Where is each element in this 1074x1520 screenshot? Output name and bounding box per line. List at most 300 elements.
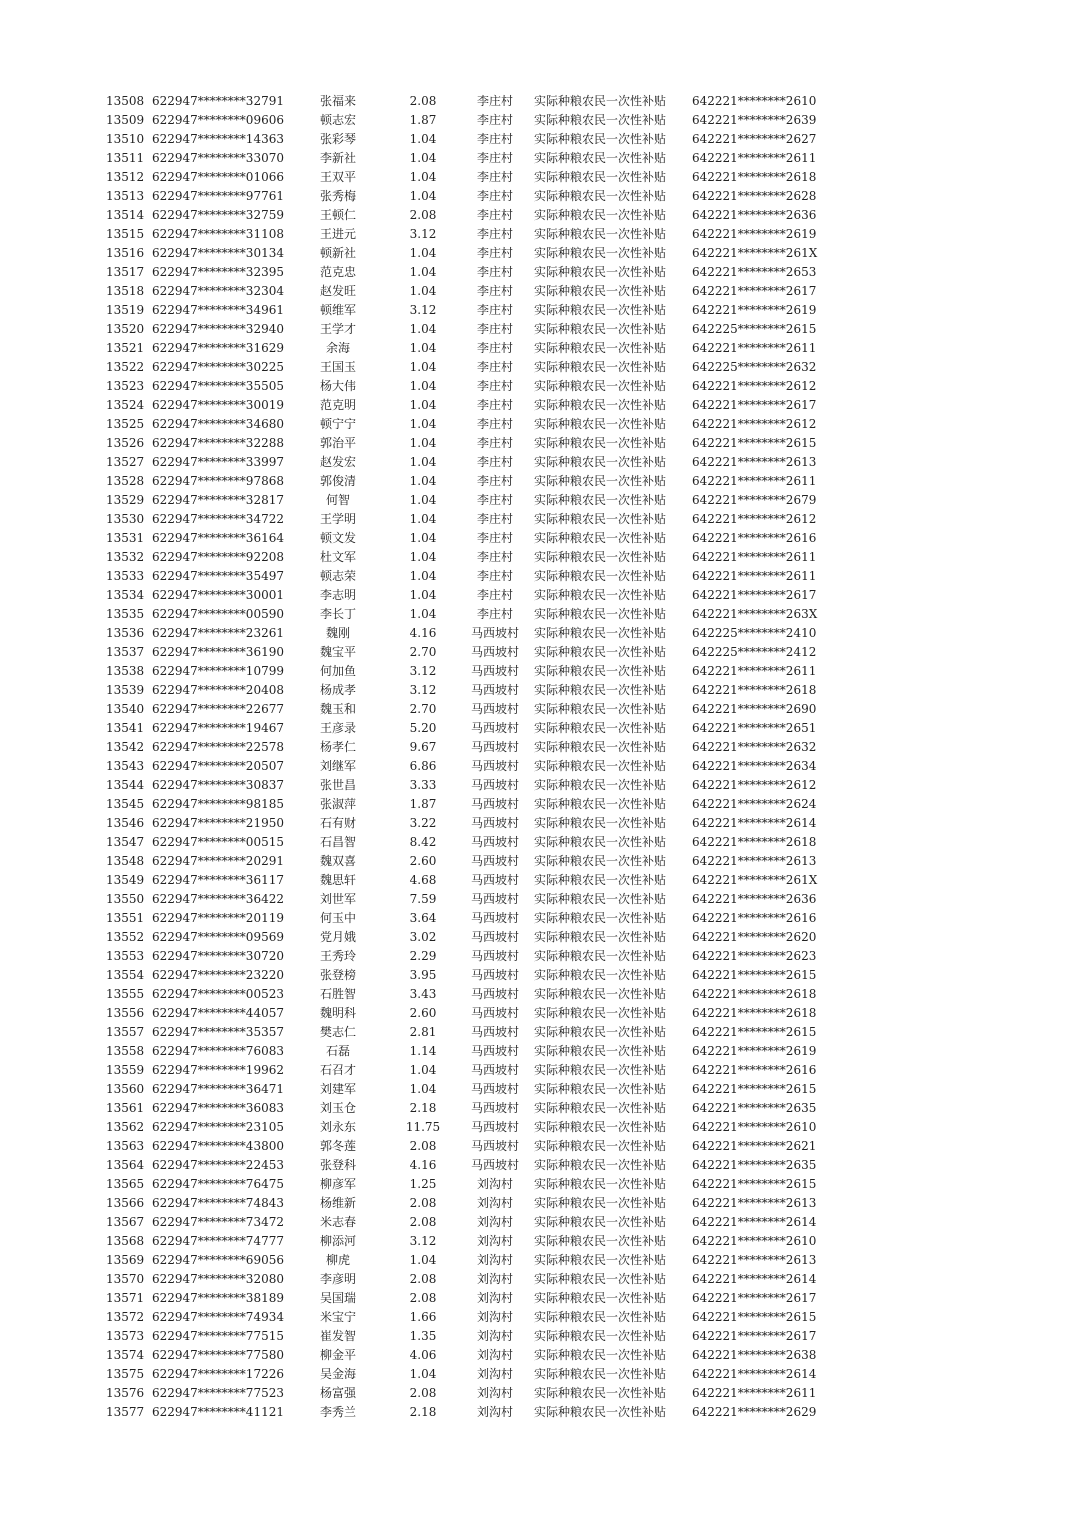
id-number: 642221********2624 bbox=[692, 797, 817, 811]
village-name: 刘沟村 bbox=[476, 1329, 513, 1343]
table-row bbox=[100, 947, 840, 966]
id-number: 642225********2410 bbox=[692, 626, 817, 640]
subsidy-amount: 2.18 bbox=[409, 1405, 437, 1419]
village-name: 李庄村 bbox=[476, 569, 513, 583]
subsidy-type: 实际种粮农民一次性补贴 bbox=[534, 227, 667, 241]
subsidy-amount: 1.14 bbox=[409, 1044, 437, 1058]
table-row bbox=[100, 586, 840, 605]
row-number: 13561 bbox=[106, 1101, 145, 1115]
row-number: 13516 bbox=[106, 246, 145, 260]
account-number: 622947********32304 bbox=[152, 284, 284, 298]
id-number: 642221********2618 bbox=[692, 987, 817, 1001]
row-number: 13566 bbox=[106, 1196, 145, 1210]
table-row bbox=[100, 1251, 840, 1270]
subsidy-amount: 5.20 bbox=[409, 721, 437, 735]
account-number: 622947********22453 bbox=[152, 1158, 284, 1172]
subsidy-amount: 1.04 bbox=[409, 379, 437, 393]
account-number: 622947********74934 bbox=[152, 1310, 284, 1324]
village-name: 刘沟村 bbox=[476, 1367, 513, 1381]
table-row bbox=[100, 320, 840, 339]
table-row bbox=[100, 1099, 840, 1118]
row-number: 13558 bbox=[106, 1044, 145, 1058]
subsidy-type: 实际种粮农民一次性补贴 bbox=[534, 569, 667, 583]
account-number: 622947********31108 bbox=[152, 227, 284, 241]
village-name: 马西坡村 bbox=[470, 1006, 519, 1020]
id-number: 642221********2617 bbox=[692, 588, 817, 602]
account-number: 622947********69056 bbox=[152, 1253, 284, 1267]
table-row bbox=[100, 472, 840, 491]
subsidy-amount: 1.04 bbox=[409, 151, 437, 165]
farmer-name: 赵发旺 bbox=[319, 284, 356, 298]
row-number: 13510 bbox=[106, 132, 145, 146]
village-name: 刘沟村 bbox=[476, 1310, 513, 1324]
table-row bbox=[100, 643, 840, 662]
row-number: 13549 bbox=[106, 873, 145, 887]
subsidy-amount: 2.08 bbox=[409, 1291, 437, 1305]
account-number: 622947********36164 bbox=[152, 531, 284, 545]
subsidy-amount: 1.04 bbox=[409, 398, 437, 412]
subsidy-amount: 1.04 bbox=[409, 341, 437, 355]
id-number: 642221********261X bbox=[692, 246, 818, 260]
village-name: 马西坡村 bbox=[470, 968, 519, 982]
id-number: 642225********2412 bbox=[692, 645, 817, 659]
farmer-name: 魏宝平 bbox=[319, 645, 356, 659]
village-name: 李庄村 bbox=[476, 417, 513, 431]
village-name: 刘沟村 bbox=[476, 1405, 513, 1419]
row-number: 13547 bbox=[106, 835, 145, 849]
row-number: 13565 bbox=[106, 1177, 145, 1191]
village-name: 刘沟村 bbox=[476, 1215, 513, 1229]
id-number: 642221********2611 bbox=[692, 550, 817, 564]
subsidy-type: 实际种粮农民一次性补贴 bbox=[534, 493, 667, 507]
account-number: 622947********23261 bbox=[152, 626, 284, 640]
farmer-name: 刘玉仓 bbox=[319, 1101, 356, 1115]
subsidy-type: 实际种粮农民一次性补贴 bbox=[534, 892, 667, 906]
account-number: 622947********35357 bbox=[152, 1025, 284, 1039]
village-name: 马西坡村 bbox=[470, 1120, 519, 1134]
id-number: 642221********2614 bbox=[692, 816, 817, 830]
account-number: 622947********20507 bbox=[152, 759, 284, 773]
village-name: 马西坡村 bbox=[470, 911, 519, 925]
id-number: 642221********2617 bbox=[692, 1329, 817, 1343]
id-number: 642221********2612 bbox=[692, 778, 817, 792]
table-row bbox=[100, 244, 840, 263]
table-row bbox=[100, 871, 840, 890]
account-number: 622947********33070 bbox=[152, 151, 284, 165]
row-number: 13568 bbox=[106, 1234, 145, 1248]
row-number: 13513 bbox=[106, 189, 145, 203]
farmer-name: 柳添河 bbox=[319, 1234, 356, 1248]
table-row bbox=[100, 187, 840, 206]
subsidy-amount: 8.42 bbox=[409, 835, 437, 849]
farmer-name: 王进元 bbox=[319, 227, 356, 241]
subsidy-amount: 2.08 bbox=[409, 1196, 437, 1210]
village-name: 马西坡村 bbox=[470, 1063, 519, 1077]
subsidy-type: 实际种粮农民一次性补贴 bbox=[534, 113, 667, 127]
farmer-name: 李长丁 bbox=[319, 607, 356, 621]
id-number: 642221********263X bbox=[692, 607, 818, 621]
account-number: 622947********35505 bbox=[152, 379, 284, 393]
id-number: 642221********2613 bbox=[692, 1196, 817, 1210]
id-number: 642221********2653 bbox=[692, 265, 817, 279]
village-name: 李庄村 bbox=[476, 246, 513, 260]
subsidy-amount: 1.04 bbox=[409, 550, 437, 564]
table-row bbox=[100, 92, 840, 111]
farmer-name: 顿新社 bbox=[319, 246, 356, 260]
village-name: 马西坡村 bbox=[470, 778, 519, 792]
farmer-name: 杨富强 bbox=[319, 1386, 356, 1400]
subsidy-type: 实际种粮农民一次性补贴 bbox=[534, 1044, 667, 1058]
farmer-name: 柳彦军 bbox=[319, 1177, 356, 1191]
village-name: 马西坡村 bbox=[470, 702, 519, 716]
farmer-name: 顿宁宁 bbox=[319, 417, 356, 431]
id-number: 642221********2612 bbox=[692, 512, 817, 526]
farmer-name: 顿维军 bbox=[319, 303, 356, 317]
row-number: 13572 bbox=[106, 1310, 145, 1324]
row-number: 13527 bbox=[106, 455, 145, 469]
row-number: 13574 bbox=[106, 1348, 145, 1362]
subsidy-amount: 2.70 bbox=[409, 645, 437, 659]
village-name: 李庄村 bbox=[476, 151, 513, 165]
subsidy-amount: 2.08 bbox=[409, 208, 437, 222]
farmer-name: 石胜智 bbox=[319, 987, 356, 1001]
subsidy-amount: 1.35 bbox=[409, 1329, 437, 1343]
subsidy-amount: 3.12 bbox=[409, 664, 437, 678]
account-number: 622947********00523 bbox=[152, 987, 284, 1001]
village-name: 李庄村 bbox=[476, 588, 513, 602]
farmer-name: 刘永东 bbox=[319, 1120, 356, 1134]
table-row bbox=[100, 928, 840, 947]
village-name: 李庄村 bbox=[476, 493, 513, 507]
farmer-name: 张登科 bbox=[319, 1158, 356, 1172]
farmer-name: 魏刚 bbox=[325, 626, 350, 640]
farmer-name: 王学明 bbox=[319, 512, 356, 526]
subsidy-type: 实际种粮农民一次性补贴 bbox=[534, 1367, 667, 1381]
account-number: 622947********20119 bbox=[152, 911, 284, 925]
farmer-name: 杨孝仁 bbox=[319, 740, 356, 754]
table-row bbox=[100, 1118, 840, 1137]
farmer-name: 王秀玲 bbox=[319, 949, 356, 963]
table-row bbox=[100, 966, 840, 985]
id-number: 642221********2651 bbox=[692, 721, 817, 735]
account-number: 622947********00590 bbox=[152, 607, 284, 621]
account-number: 622947********74777 bbox=[152, 1234, 284, 1248]
row-number: 13529 bbox=[106, 493, 145, 507]
subsidy-amount: 1.04 bbox=[409, 189, 437, 203]
table-row bbox=[100, 985, 840, 1004]
row-number: 13509 bbox=[106, 113, 145, 127]
subsidy-type: 实际种粮农民一次性补贴 bbox=[534, 607, 667, 621]
id-number: 642225********2632 bbox=[692, 360, 817, 374]
table-row bbox=[100, 225, 840, 244]
row-number: 13564 bbox=[106, 1158, 145, 1172]
account-number: 622947********30134 bbox=[152, 246, 284, 260]
id-number: 642221********2636 bbox=[692, 892, 817, 906]
row-number: 13567 bbox=[106, 1215, 145, 1229]
village-name: 刘沟村 bbox=[476, 1291, 513, 1305]
village-name: 李庄村 bbox=[476, 132, 513, 146]
subsidy-amount: 4.06 bbox=[409, 1348, 437, 1362]
subsidy-type: 实际种粮农民一次性补贴 bbox=[534, 873, 667, 887]
account-number: 622947********23105 bbox=[152, 1120, 284, 1134]
farmer-name: 张登榜 bbox=[319, 968, 356, 982]
farmer-name: 张淑萍 bbox=[319, 797, 356, 811]
village-name: 李庄村 bbox=[476, 474, 513, 488]
village-name: 马西坡村 bbox=[470, 797, 519, 811]
subsidy-type: 实际种粮农民一次性补贴 bbox=[534, 398, 667, 412]
row-number: 13573 bbox=[106, 1329, 145, 1343]
row-number: 13528 bbox=[106, 474, 145, 488]
subsidy-amount: 1.87 bbox=[409, 797, 437, 811]
id-number: 642221********2632 bbox=[692, 740, 817, 754]
subsidy-amount: 9.67 bbox=[409, 740, 437, 754]
table-row bbox=[100, 491, 840, 510]
row-number: 13556 bbox=[106, 1006, 145, 1020]
village-name: 李庄村 bbox=[476, 94, 513, 108]
subsidy-type: 实际种粮农民一次性补贴 bbox=[534, 1063, 667, 1077]
id-number: 642221********2619 bbox=[692, 1044, 817, 1058]
subsidy-amount: 1.25 bbox=[409, 1177, 437, 1191]
account-number: 622947********19467 bbox=[152, 721, 284, 735]
farmer-name: 张福来 bbox=[319, 94, 356, 108]
id-number: 642221********2638 bbox=[692, 1348, 817, 1362]
subsidy-amount: 1.04 bbox=[409, 531, 437, 545]
table-row bbox=[100, 795, 840, 814]
farmer-name: 李彦明 bbox=[319, 1272, 356, 1286]
subsidy-type: 实际种粮农民一次性补贴 bbox=[534, 341, 667, 355]
row-number: 13545 bbox=[106, 797, 145, 811]
subsidy-type: 实际种粮农民一次性补贴 bbox=[534, 968, 667, 982]
subsidy-type: 实际种粮农民一次性补贴 bbox=[534, 1139, 667, 1153]
subsidy-type: 实际种粮农民一次性补贴 bbox=[534, 512, 667, 526]
id-number: 642221********2614 bbox=[692, 1215, 817, 1229]
village-name: 李庄村 bbox=[476, 360, 513, 374]
subsidy-amount: 2.08 bbox=[409, 1386, 437, 1400]
subsidy-amount: 1.04 bbox=[409, 1253, 437, 1267]
subsidy-type: 实际种粮农民一次性补贴 bbox=[534, 1386, 667, 1400]
subsidy-amount: 1.04 bbox=[409, 417, 437, 431]
subsidy-type: 实际种粮农民一次性补贴 bbox=[534, 531, 667, 545]
subsidy-type: 实际种粮农民一次性补贴 bbox=[534, 987, 667, 1001]
subsidy-amount: 1.04 bbox=[409, 132, 437, 146]
row-number: 13521 bbox=[106, 341, 145, 355]
account-number: 622947********77515 bbox=[152, 1329, 284, 1343]
table-row bbox=[100, 529, 840, 548]
row-number: 13575 bbox=[106, 1367, 145, 1381]
id-number: 642221********2615 bbox=[692, 1177, 817, 1191]
village-name: 刘沟村 bbox=[476, 1272, 513, 1286]
farmer-name: 石昌智 bbox=[319, 835, 356, 849]
subsidy-type: 实际种粮农民一次性补贴 bbox=[534, 911, 667, 925]
farmer-name: 王双平 bbox=[319, 170, 356, 184]
id-number: 642221********2613 bbox=[692, 455, 817, 469]
row-number: 13554 bbox=[106, 968, 145, 982]
village-name: 马西坡村 bbox=[470, 645, 519, 659]
subsidy-amount: 1.04 bbox=[409, 512, 437, 526]
table-row bbox=[100, 814, 840, 833]
row-number: 13555 bbox=[106, 987, 145, 1001]
row-number: 13557 bbox=[106, 1025, 145, 1039]
subsidy-type: 实际种粮农民一次性补贴 bbox=[534, 1348, 667, 1362]
farmer-name: 魏明科 bbox=[319, 1006, 356, 1020]
farmer-name: 王国玉 bbox=[319, 360, 356, 374]
table-row bbox=[100, 377, 840, 396]
farmer-name: 杜文军 bbox=[319, 550, 356, 564]
id-number: 642221********2610 bbox=[692, 1234, 817, 1248]
subsidy-type: 实际种粮农民一次性补贴 bbox=[534, 1158, 667, 1172]
subsidy-amount: 1.04 bbox=[409, 1082, 437, 1096]
table-row bbox=[100, 263, 840, 282]
subsidy-amount: 3.22 bbox=[409, 816, 437, 830]
account-number: 622947********32395 bbox=[152, 265, 284, 279]
table-row bbox=[100, 1194, 840, 1213]
account-number: 622947********33997 bbox=[152, 455, 284, 469]
table-row bbox=[100, 1023, 840, 1042]
table-row bbox=[100, 339, 840, 358]
table-row bbox=[100, 415, 840, 434]
farmer-name: 魏双喜 bbox=[319, 854, 356, 868]
table-row bbox=[100, 1346, 840, 1365]
account-number: 622947********38189 bbox=[152, 1291, 284, 1305]
village-name: 马西坡村 bbox=[470, 1101, 519, 1115]
table-row bbox=[100, 719, 840, 738]
village-name: 李庄村 bbox=[476, 455, 513, 469]
account-number: 622947********00515 bbox=[152, 835, 284, 849]
id-number: 642221********2621 bbox=[692, 1139, 817, 1153]
subsidy-type: 实际种粮农民一次性补贴 bbox=[534, 626, 667, 640]
farmer-name: 石有财 bbox=[319, 816, 356, 830]
id-number: 642221********2611 bbox=[692, 341, 817, 355]
farmer-name: 石磊 bbox=[325, 1044, 350, 1058]
subsidy-table bbox=[100, 92, 840, 1422]
subsidy-amount: 3.33 bbox=[409, 778, 437, 792]
subsidy-type: 实际种粮农民一次性补贴 bbox=[534, 1253, 667, 1267]
village-name: 刘沟村 bbox=[476, 1386, 513, 1400]
subsidy-type: 实际种粮农民一次性补贴 bbox=[534, 379, 667, 393]
id-number: 642221********2610 bbox=[692, 94, 817, 108]
village-name: 马西坡村 bbox=[470, 759, 519, 773]
subsidy-amount: 4.16 bbox=[409, 626, 437, 640]
farmer-name: 石召才 bbox=[319, 1063, 356, 1077]
account-number: 622947********41121 bbox=[152, 1405, 284, 1419]
account-number: 622947********32791 bbox=[152, 94, 284, 108]
id-number: 642221********2612 bbox=[692, 379, 817, 393]
village-name: 李庄村 bbox=[476, 436, 513, 450]
subsidy-type: 实际种粮农民一次性补贴 bbox=[534, 816, 667, 830]
table-row bbox=[100, 1384, 840, 1403]
row-number: 13550 bbox=[106, 892, 145, 906]
id-number: 642221********2616 bbox=[692, 1063, 817, 1077]
account-number: 622947********32817 bbox=[152, 493, 284, 507]
subsidy-amount: 1.04 bbox=[409, 265, 437, 279]
id-number: 642221********261X bbox=[692, 873, 818, 887]
id-number: 642225********2615 bbox=[692, 322, 817, 336]
account-number: 622947********32940 bbox=[152, 322, 284, 336]
subsidy-type: 实际种粮农民一次性补贴 bbox=[534, 455, 667, 469]
subsidy-type: 实际种粮农民一次性补贴 bbox=[534, 303, 667, 317]
account-number: 622947********35497 bbox=[152, 569, 284, 583]
id-number: 642221********2616 bbox=[692, 531, 817, 545]
subsidy-type: 实际种粮农民一次性补贴 bbox=[534, 189, 667, 203]
subsidy-type: 实际种粮农民一次性补贴 bbox=[534, 1101, 667, 1115]
row-number: 13524 bbox=[106, 398, 145, 412]
subsidy-amount: 1.04 bbox=[409, 322, 437, 336]
subsidy-amount: 2.81 bbox=[409, 1025, 437, 1039]
table-row bbox=[100, 700, 840, 719]
id-number: 642221********2619 bbox=[692, 227, 817, 241]
farmer-name: 顿志宏 bbox=[319, 113, 356, 127]
row-number: 13532 bbox=[106, 550, 145, 564]
village-name: 马西坡村 bbox=[470, 1044, 519, 1058]
subsidy-amount: 1.04 bbox=[409, 1367, 437, 1381]
subsidy-type: 实际种粮农民一次性补贴 bbox=[534, 778, 667, 792]
subsidy-type: 实际种粮农民一次性补贴 bbox=[534, 1082, 667, 1096]
account-number: 622947********32080 bbox=[152, 1272, 284, 1286]
row-number: 13553 bbox=[106, 949, 145, 963]
subsidy-amount: 1.87 bbox=[409, 113, 437, 127]
id-number: 642221********2619 bbox=[692, 303, 817, 317]
table-row bbox=[100, 168, 840, 187]
subsidy-amount: 2.18 bbox=[409, 1101, 437, 1115]
table-row bbox=[100, 149, 840, 168]
id-number: 642221********2620 bbox=[692, 930, 817, 944]
table-row bbox=[100, 1213, 840, 1232]
subsidy-type: 实际种粮农民一次性补贴 bbox=[534, 550, 667, 564]
subsidy-amount: 3.02 bbox=[409, 930, 437, 944]
farmer-name: 杨成孝 bbox=[319, 683, 356, 697]
table-row bbox=[100, 1308, 840, 1327]
account-number: 622947********09569 bbox=[152, 930, 284, 944]
subsidy-amount: 1.04 bbox=[409, 455, 437, 469]
id-number: 642221********2618 bbox=[692, 683, 817, 697]
account-number: 622947********09606 bbox=[152, 113, 284, 127]
farmer-name: 刘世军 bbox=[319, 892, 356, 906]
table-row bbox=[100, 1175, 840, 1194]
account-number: 622947********21950 bbox=[152, 816, 284, 830]
table-row bbox=[100, 396, 840, 415]
village-name: 刘沟村 bbox=[476, 1234, 513, 1248]
id-number: 642221********2615 bbox=[692, 436, 817, 450]
village-name: 马西坡村 bbox=[470, 949, 519, 963]
id-number: 642221********2635 bbox=[692, 1158, 817, 1172]
farmer-name: 张彩琴 bbox=[319, 132, 356, 146]
row-number: 13570 bbox=[106, 1272, 145, 1286]
village-name: 马西坡村 bbox=[470, 987, 519, 1001]
subsidy-type: 实际种粮农民一次性补贴 bbox=[534, 360, 667, 374]
subsidy-amount: 2.08 bbox=[409, 1139, 437, 1153]
subsidy-type: 实际种粮农民一次性补贴 bbox=[534, 170, 667, 184]
subsidy-amount: 3.12 bbox=[409, 1234, 437, 1248]
account-number: 622947********30001 bbox=[152, 588, 284, 602]
village-name: 马西坡村 bbox=[470, 721, 519, 735]
id-number: 642221********2690 bbox=[692, 702, 817, 716]
farmer-name: 刘继军 bbox=[319, 759, 356, 773]
id-number: 642221********2611 bbox=[692, 664, 817, 678]
table-row bbox=[100, 890, 840, 909]
subsidy-amount: 2.29 bbox=[409, 949, 437, 963]
farmer-name: 郭治平 bbox=[319, 436, 356, 450]
farmer-name: 杨大伟 bbox=[319, 379, 356, 393]
row-number: 13543 bbox=[106, 759, 145, 773]
row-number: 13517 bbox=[106, 265, 145, 279]
table-row bbox=[100, 1137, 840, 1156]
table-row bbox=[100, 453, 840, 472]
farmer-name: 范克忠 bbox=[319, 265, 356, 279]
account-number: 622947********10799 bbox=[152, 664, 284, 678]
subsidy-amount: 1.04 bbox=[409, 360, 437, 374]
subsidy-amount: 2.60 bbox=[409, 1006, 437, 1020]
subsidy-type: 实际种粮农民一次性补贴 bbox=[534, 949, 667, 963]
